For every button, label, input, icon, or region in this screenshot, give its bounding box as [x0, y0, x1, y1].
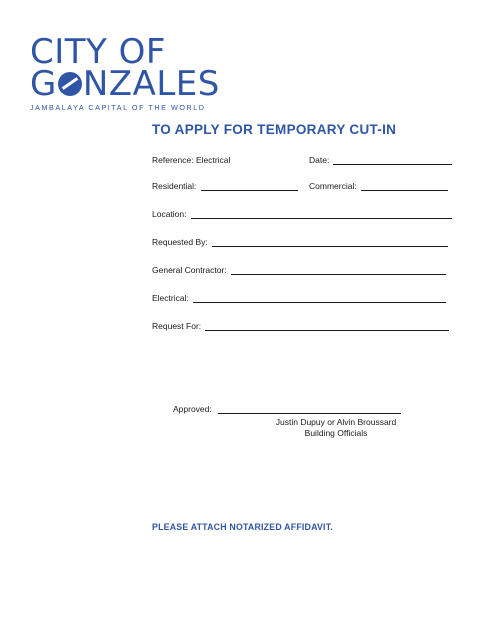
- location-label: Location:: [152, 209, 187, 219]
- requested-by-label: Requested By:: [152, 237, 208, 247]
- approved-signature-field[interactable]: [218, 404, 401, 414]
- logo-gonzales-rest: NZALES: [82, 64, 220, 104]
- general-contractor-row: [152, 265, 446, 275]
- general-contractor-label: General Contractor:: [152, 265, 227, 275]
- commercial-field[interactable]: [361, 181, 448, 191]
- request-for-label: Request For:: [152, 321, 202, 331]
- commercial-label: Commercial:: [309, 181, 357, 191]
- requested-by-field[interactable]: [212, 237, 448, 247]
- general-contractor-field[interactable]: [231, 265, 446, 275]
- affidavit-note: PLEASE ATTACH NOTARIZED AFFIDAVIT.: [152, 522, 333, 532]
- electrical-label: Electrical:: [152, 293, 189, 303]
- date-row: [309, 155, 452, 165]
- requested-by-row: [152, 237, 448, 247]
- logo-gonzales-g: G: [30, 64, 57, 104]
- reference-label: Reference: Electrical: [152, 155, 231, 165]
- form-title: TO APPLY FOR TEMPORARY CUT-IN: [152, 122, 397, 137]
- date-field[interactable]: [333, 155, 452, 165]
- commercial-row: [309, 181, 448, 191]
- logo-city-of: CITY OF: [30, 32, 166, 72]
- reference-row: [152, 155, 230, 165]
- location-field[interactable]: [191, 209, 452, 219]
- residential-label: Residential:: [152, 181, 197, 191]
- residential-field[interactable]: [201, 181, 298, 191]
- signatory-names: Justin Dupuy or Alvin Broussard: [275, 417, 397, 427]
- residential-row: [152, 181, 298, 191]
- request-for-row: [152, 321, 449, 331]
- approved-label: Approved:: [173, 404, 212, 414]
- signatory-title: Building Officials: [304, 428, 368, 438]
- electrical-row: [152, 293, 446, 303]
- date-label: Date:: [309, 155, 330, 165]
- logo-tagline: JAMBALAYA CAPITAL OF THE WORLD: [30, 103, 206, 112]
- approved-row: [173, 404, 401, 414]
- jambalaya-ball-icon: [58, 72, 82, 96]
- city-logo: [30, 32, 220, 112]
- logo-gonzales: [30, 64, 220, 104]
- electrical-field[interactable]: [193, 293, 446, 303]
- location-row: [152, 209, 452, 219]
- request-for-field[interactable]: [205, 321, 449, 331]
